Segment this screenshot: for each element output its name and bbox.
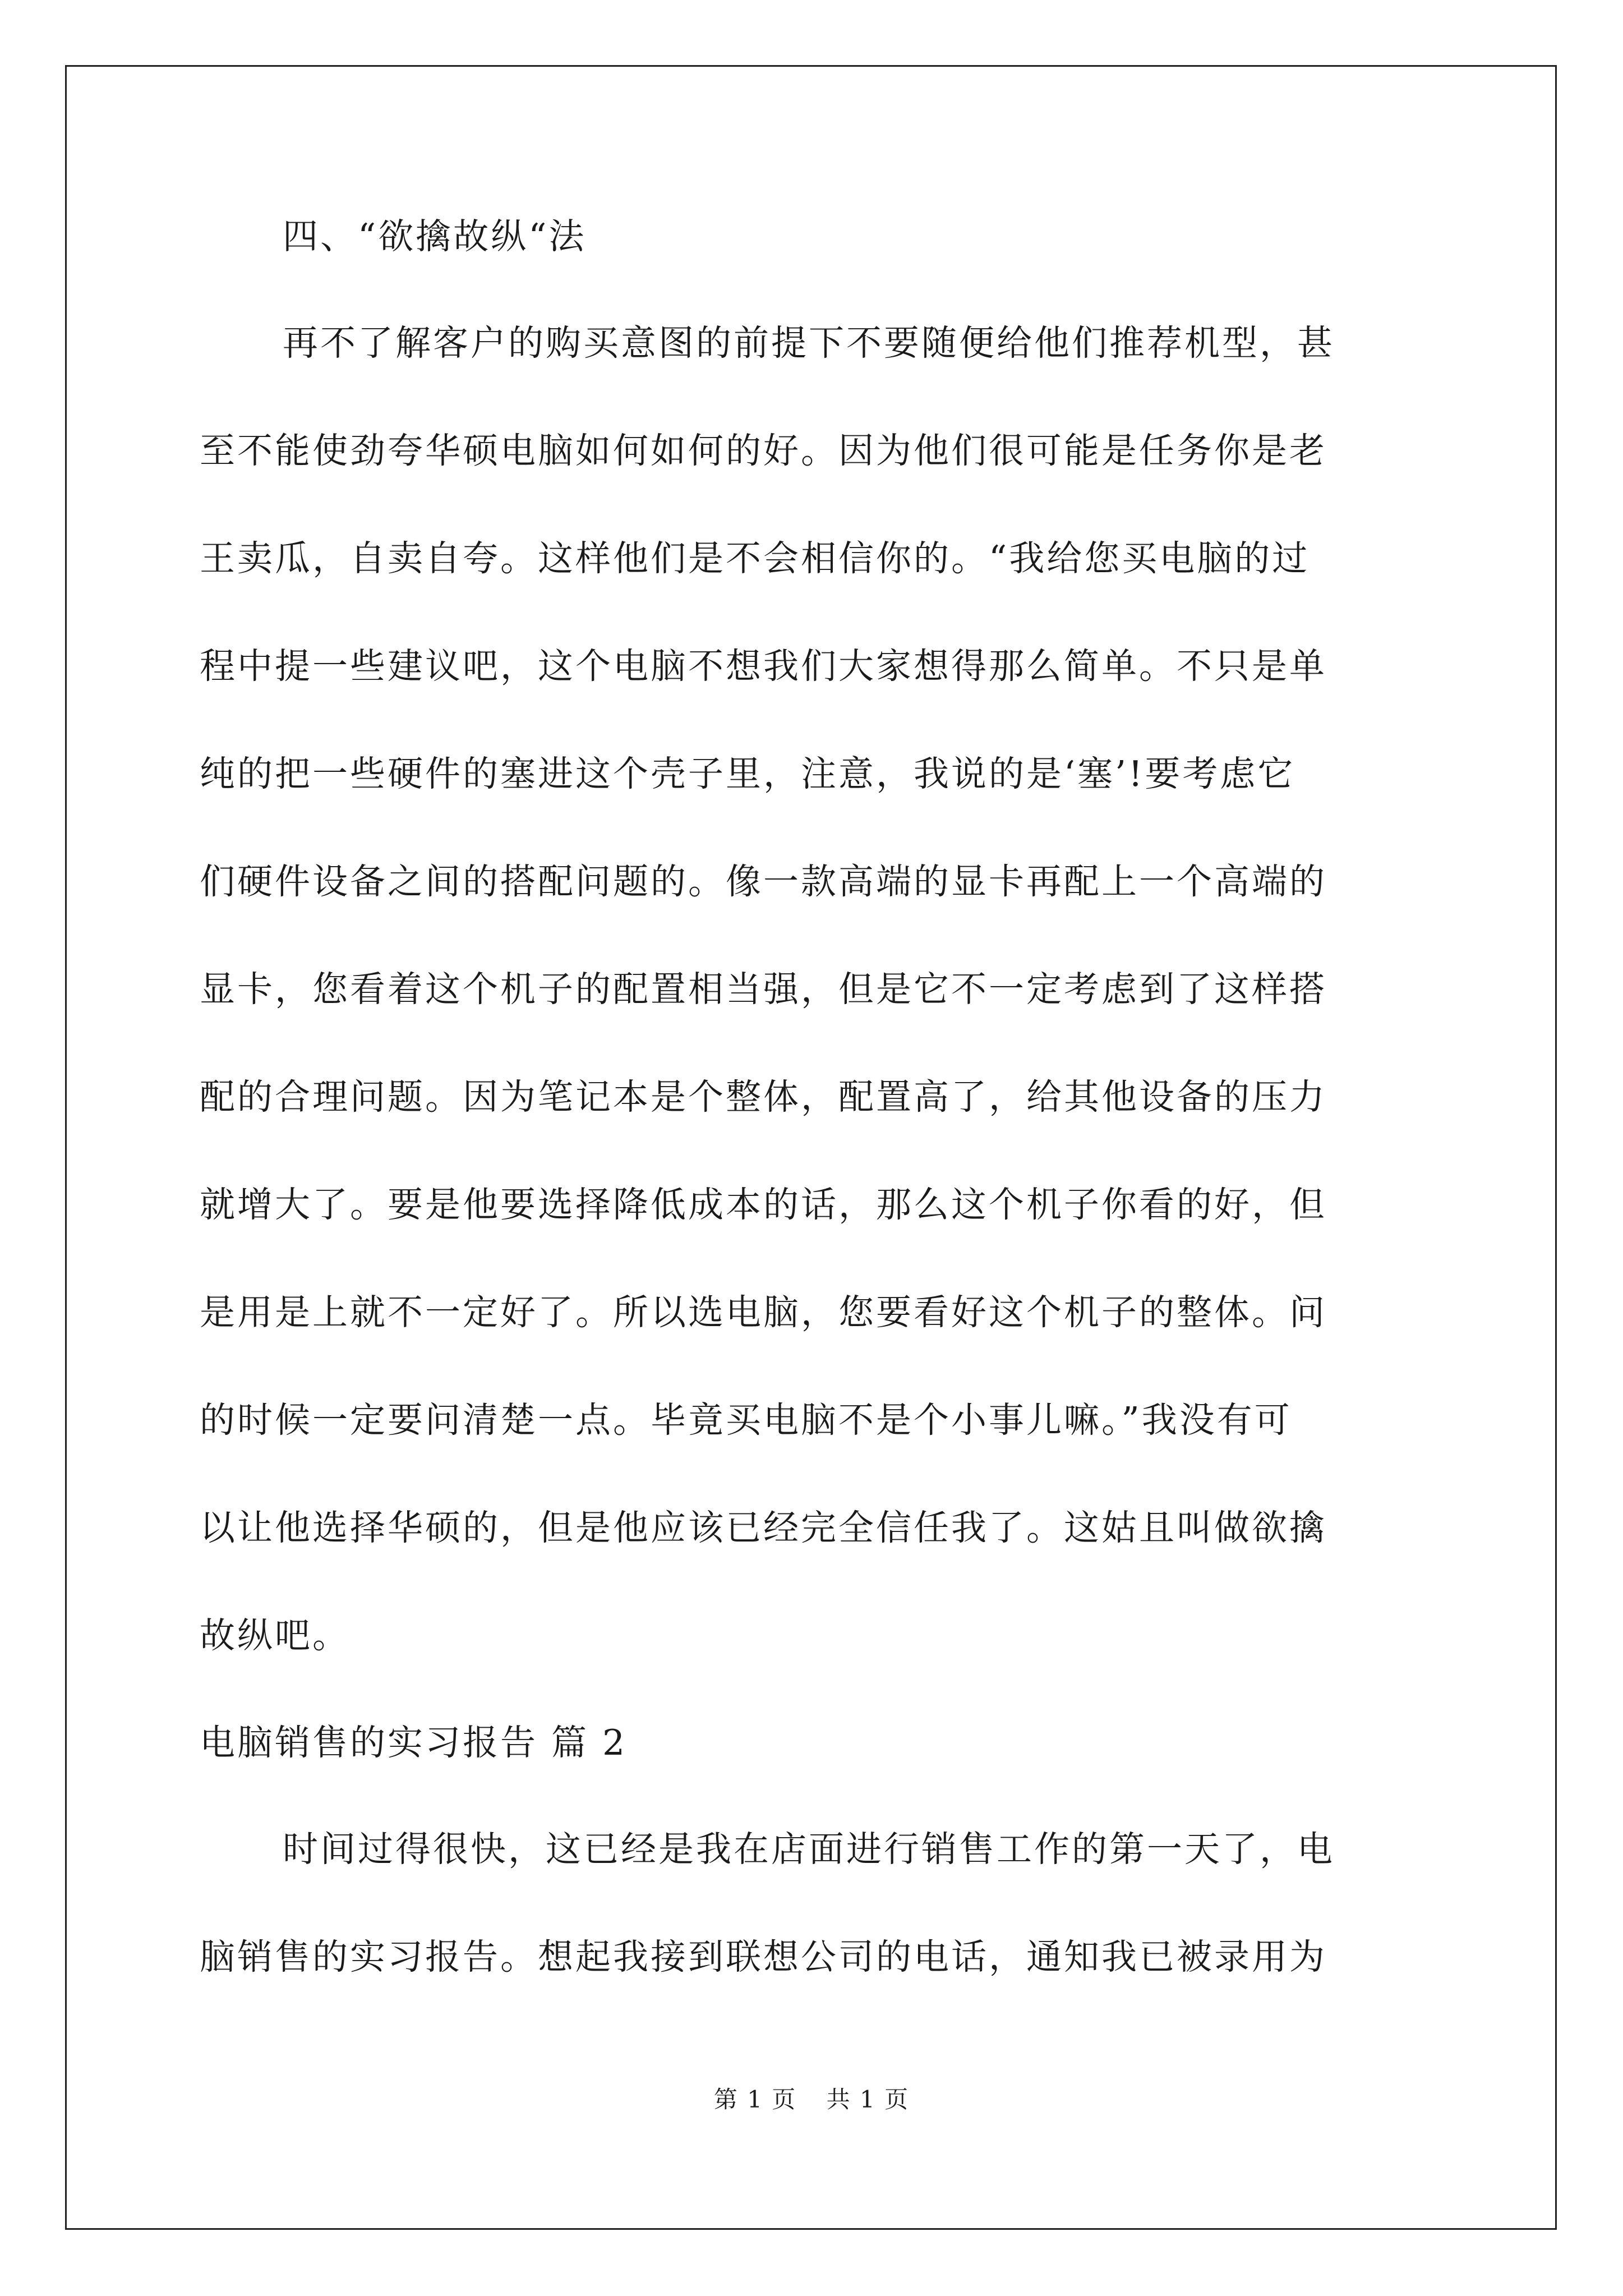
- paragraph-line: 至不能使劲夸华硕电脑如何如何的好。因为他们很可能是任务你是老: [200, 430, 1327, 471]
- paragraph-1: [200, 317, 1426, 1662]
- paragraph-line: 故纵吧。: [200, 1615, 350, 1656]
- paragraph-2: [200, 1823, 1426, 1984]
- paragraph-line: 再不了解客户的购买意图的前提下不要随便给他们推荐机型，甚: [283, 323, 1335, 364]
- paragraph-line: 是用是上就不一定好了。所以选电脑，您要看好这个机子的整体。问: [200, 1292, 1327, 1333]
- page-number-total: 共 1 页: [826, 2086, 910, 2113]
- paragraph-line: 以让他选择华硕的，但是他应该已经完全信任我了。这姑且叫做欲擒: [200, 1507, 1327, 1548]
- paragraph-line: 就增大了。要是他要选择降低成本的话，那么这个机子你看的好，但: [200, 1184, 1327, 1225]
- paragraph-line: 程中提一些建议吧，这个电脑不想我们大家想得那么简单。不只是单: [200, 646, 1327, 687]
- paragraph-line: 的时候一定要问清楚一点。毕竟买电脑不是个小事儿嘛。”我没有可: [200, 1400, 1292, 1441]
- paragraph-line: 纯的把一些硬件的塞进这个壳子里，注意，我说的是‘塞’!要考虑它: [200, 753, 1295, 794]
- page-footer: [0, 2084, 1623, 2115]
- paragraph-line: 们硬件设备之间的搭配问题的。像一款高端的显卡再配上一个高端的: [200, 861, 1327, 902]
- page-number-current: 第 1 页: [713, 2086, 797, 2113]
- paragraph-line: 王卖瓜，自卖自夸。这样他们是不会相信你的。“我给您买电脑的过: [200, 538, 1310, 579]
- paragraph-line: 配的合理问题。因为笔记本是个整体，配置高了，给其他设备的压力: [200, 1076, 1327, 1117]
- paragraph-line: 时间过得很快，这已经是我在店面进行销售工作的第一天了，电: [283, 1829, 1335, 1870]
- section-title: 电脑销售的实习报告 篇 2: [200, 1722, 628, 1763]
- document-body: [200, 210, 1426, 1984]
- heading: 四、“欲擒故纵“法: [283, 216, 587, 257]
- paragraph-line: 脑销售的实习报告。想起我接到联想公司的电话，通知我已被录用为: [200, 1936, 1327, 1977]
- paragraph-line: 显卡，您看着这个机子的配置相当强，但是它不一定考虑到了这样搭: [200, 969, 1327, 1010]
